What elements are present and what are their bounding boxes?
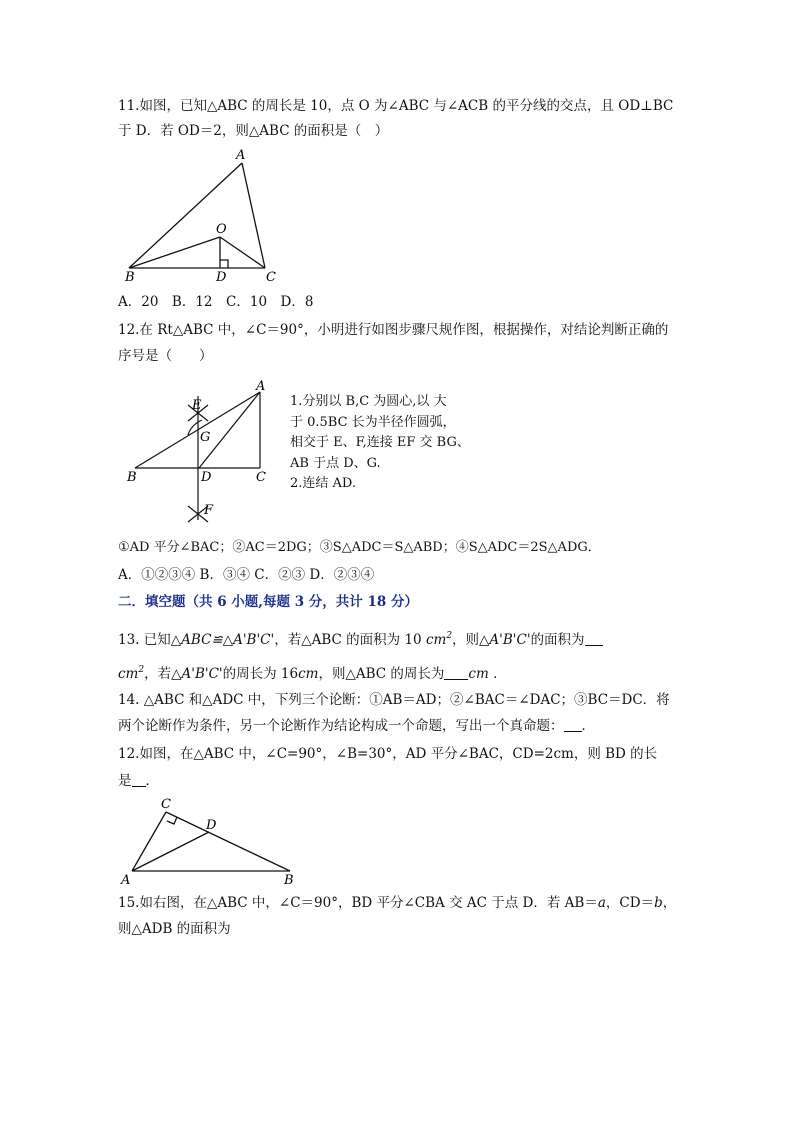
section-2-title: 二．填空题（共 6 小题,每题 3 分，共计 18 分）	[118, 594, 418, 610]
q12a-label-C: C	[256, 470, 266, 485]
q11-label-C: C	[266, 270, 276, 285]
q13-text-h: ．	[493, 666, 507, 682]
q12b-label-D: D	[206, 818, 217, 833]
q13-text-g: ，则△ABC 的周长为	[318, 666, 445, 682]
q11-label-D: D	[216, 270, 227, 285]
q15-text-a: 15.如右图，在△ABC 中，∠C＝90°，BD 平分∠CBA 交 AC 于点 D．若 AB＝	[118, 895, 598, 911]
q13-text-b: ，若△ABC 的面积为 10	[274, 632, 422, 648]
q12b-triangle-figure	[120, 795, 310, 890]
q12a-label-A: A	[256, 379, 266, 394]
q11-label-A: A	[236, 148, 246, 163]
q12b-label-B: B	[284, 873, 294, 888]
q11-options: A．20 B．12 C．10 D．8	[118, 294, 314, 310]
q13-line1	[118, 626, 603, 650]
q13-tri-prime-2: △A'B'C'	[171, 666, 223, 682]
q14-blank	[564, 717, 582, 732]
q12b-blank	[132, 772, 146, 787]
q15-line2: 则△ADB 的面积为	[118, 921, 231, 937]
q11-line1: 11.如图，已知△ABC 的周长是 10，点 O 为∠ABC 与∠ACB 的平分线的交点，且 OD⊥BC	[118, 98, 674, 114]
q12a-construction-figure	[124, 378, 274, 528]
q13-text-f: 的周长为 16	[222, 666, 299, 682]
q13-unit-3: cm	[298, 666, 319, 682]
q12a-conclusions: ①AD 平分∠BAC；②AC＝2DG；③S△ADC＝S△ABD；④S△ADC＝2S△ADG．	[118, 540, 601, 555]
q12a-options: A．①②③④ B．③④ C．②③ D．②③④	[118, 567, 375, 583]
q12a-step-3: 相交于 E、F,连接 EF 交 BG、	[290, 435, 470, 450]
q15-line1	[118, 893, 676, 913]
q12a-step-2: 于 0.5BC 长为半径作圆弧，	[290, 414, 456, 430]
q12a-label-B: B	[127, 470, 137, 485]
q15-var-a: a	[597, 895, 606, 911]
q11-label-B: B	[125, 270, 135, 285]
q12a-label-D: D	[201, 470, 212, 485]
q12a-steps	[290, 392, 470, 495]
q13-blank-2	[444, 665, 468, 680]
q12a-step-1: 1.分别以 B,C 为圆心,以 大	[290, 394, 447, 409]
q12b-line2	[118, 771, 159, 791]
q14-text: 两个论断作为条件，另一个论断作为结论构成一个命题，写出一个真命题：	[118, 718, 564, 734]
q15-var-b: b	[654, 895, 663, 911]
q15-text-c: ，	[662, 895, 677, 911]
q12b-text: 是	[118, 773, 132, 789]
q11-label-O: O	[216, 222, 227, 237]
q12a-label-E: E	[192, 398, 202, 413]
q13-text-e: ，若	[144, 666, 172, 682]
q13-blank-1	[585, 631, 603, 646]
q13-unit-4: cm	[468, 666, 489, 682]
q12a-step-5: 2.连结 AD.	[290, 476, 357, 491]
q11-line2: 于 D．若 OD＝2，则△ABC 的面积是（ ）	[118, 123, 389, 139]
q13-line2	[118, 660, 507, 684]
q12b-end: ．	[145, 773, 159, 789]
q12b-line1: 12.如图，在△ABC 中，∠C=90°，∠B=30°，AD 平分∠BAC，CD=2cm，则 BD 的长	[118, 746, 658, 762]
q13-text-d: 的面积为	[530, 632, 585, 648]
q15-text-b: ，CD＝	[605, 895, 655, 911]
q11-triangle-figure	[120, 150, 290, 290]
q13-unit-1: $cm^2$	[425, 631, 453, 648]
q13-unit-2: $cm^2$	[118, 665, 145, 682]
q12b-label-C: C	[161, 797, 171, 812]
q14-line1: 14. △ABC 和△ADC 中，下列三个论断：①AB＝AD；②∠BAC＝∠DAC；③BC＝DC．将	[118, 692, 670, 708]
q13-text-a: 13. 已知	[118, 632, 171, 648]
q13-text-c: ，则	[452, 632, 480, 648]
q13-tri-prime-1: △A'B'C'	[479, 632, 531, 648]
q12a-label-G: G	[200, 430, 211, 445]
q14-end: ．	[581, 718, 595, 734]
q12a-line1: 12.在 Rt△ABC 中，∠C＝90°，小明进行如图步骤尺规作图，根据操作，对结论判断正确的	[118, 322, 669, 338]
q12a-line2: 序号是（ ）	[118, 348, 213, 364]
q13-congruence: △ABC≌△A'B'C'	[170, 632, 275, 648]
q14-line2	[118, 716, 595, 736]
q12b-label-A: A	[121, 873, 131, 888]
q12a-step-4: AB 于点 D、G.	[290, 455, 381, 471]
q12a-label-F: F	[204, 503, 214, 518]
